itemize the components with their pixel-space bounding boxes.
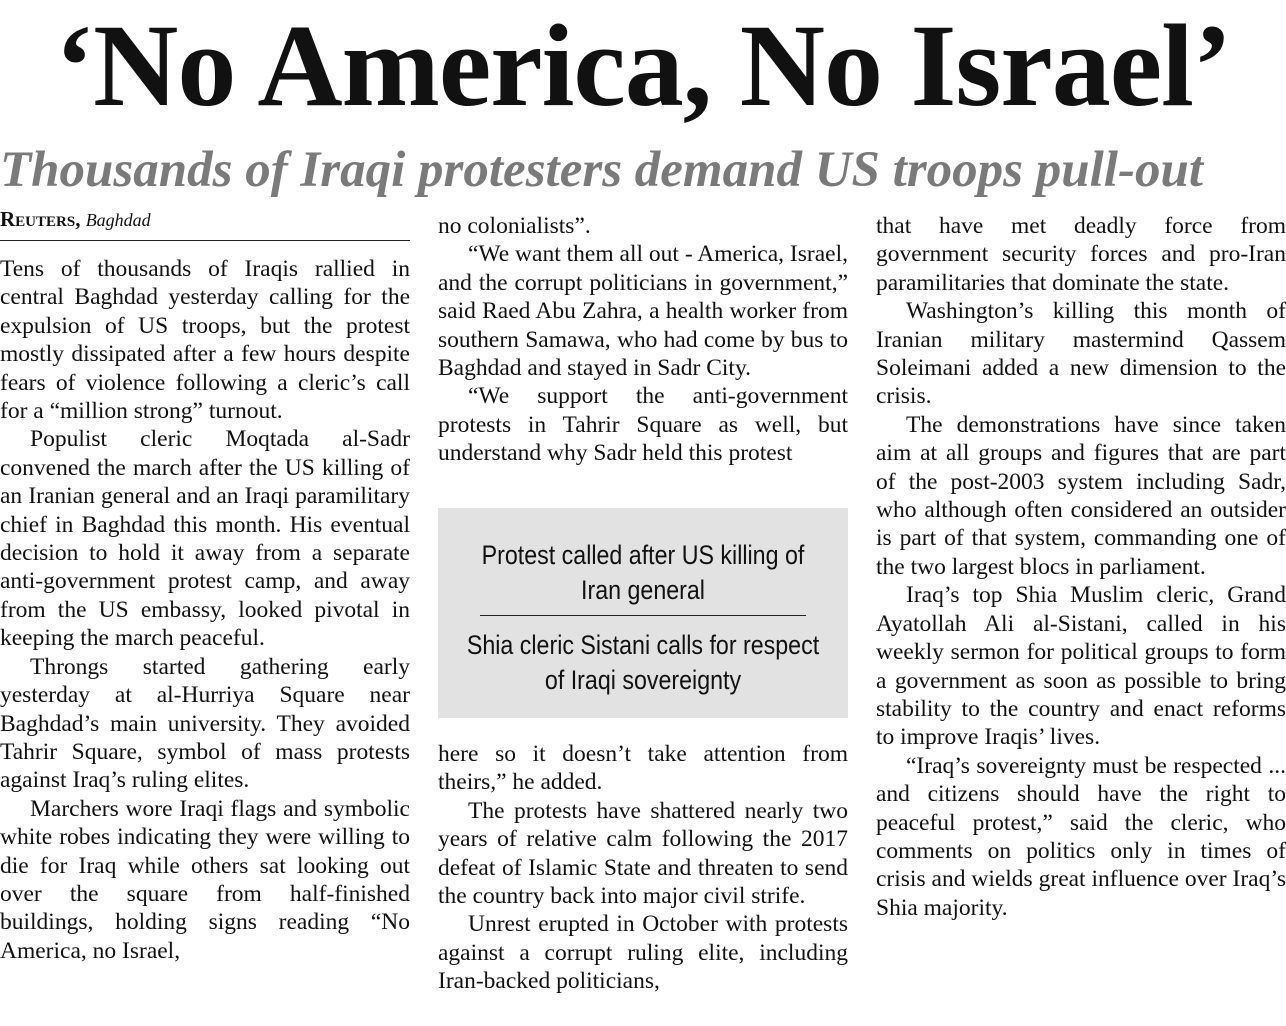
pullquote-divider <box>480 615 806 616</box>
pullquote-second: Shia cleric Sistani calls for respect of Iraqi sovereignty <box>466 630 820 695</box>
paragraph: The demonstrations have since taken aim at all groups and figures that are part of the post-2003 system including Sadr, who although often considered an outsider is part of that system, commanding one of the two largest blocs in parliament. <box>876 411 1286 580</box>
paragraph: “Iraq’s sovereignty must be respected ... and citizens should have the right to peaceful protest,” said the cleric, who comments on politics only in times of crisis and wields great influence over Iraq’s Shia majority. <box>876 752 1286 921</box>
byline-location: Baghdad <box>85 210 151 230</box>
byline-agency: Reuters, <box>0 207 81 231</box>
paragraph: “We want them all out - America, Israel, and the corrupt politicians in government,” said Raed Abu Zahra, a health worker from southern Samawa, who had come by bus to Baghdad and stayed in Sadr City. <box>438 241 848 382</box>
paragraph: The protests have shattered nearly two years of relative calm following the 2017 defeat of Islamic State and threaten to send the country back into major civil strife. <box>438 797 848 910</box>
article-column-2-top <box>438 212 848 468</box>
paragraph: here so it doesn’t take attention from theirs,” he added. <box>438 741 848 796</box>
article-column-2-bottom <box>438 740 848 996</box>
paragraph: that have met deadly force from government security forces and pro-Iran paramilitaries that dominate the state. <box>876 213 1286 296</box>
subheadline: Thousands of Iraqi protesters demand US troops pull-out <box>0 142 1203 198</box>
paragraph: Washington’s killing this month of Iranian military mastermind Qassem Soleimani added a new dimension to the crisis. <box>876 298 1286 410</box>
paragraph: no colonialists”. <box>438 213 591 239</box>
paragraph: Iraq’s top Shia Muslim cleric, Grand Ayatollah Ali al-Sistani, called in his weekly sermon for political groups to form a government as soon as possible to bring stability to the country and enact reforms to improve Iraqis’ lives. <box>876 582 1286 751</box>
paragraph: Throngs started gathering early yesterday at al-Hurriya Square near Baghdad’s main university. They avoided Tahrir Square, symbol of mass protests against Iraq’s ruling elites. <box>0 653 410 794</box>
byline <box>0 205 410 241</box>
headline: ‘No America, No Israel’ <box>54 0 1232 131</box>
paragraph: Populist cleric Moqtada al-Sadr convened the march after the US killing of an Iranian general and an Iraqi paramilitary chief in Baghdad this month. His eventual decision to hold it away from a separate anti-government protest camp, and away from the US embassy, looked pivotal in keeping the march peaceful. <box>0 426 410 652</box>
article-column-3 <box>876 212 1286 922</box>
paragraph: Tens of thousands of Iraqis rallied in central Baghdad yesterday calling for the expulsion of US troops, but the protest mostly dissipated after a few hours despite fears of violence following a cleric’s call for a “million strong” turnout. <box>0 256 410 425</box>
paragraph: “We support the anti-government protests in Tahrir Square as well, but understand why Sadr held this protest <box>438 383 848 467</box>
article-column-1 <box>0 255 410 965</box>
pullquote-first: Protest called after US killing of Iran general <box>481 540 805 605</box>
paragraph: Unrest erupted in October with protests against a corrupt ruling elite, including Iran-backed politicians, <box>438 911 848 995</box>
paragraph: Marchers wore Iraqi flags and symbolic white robes indicating they were willing to die for Iraq while others sat looking out over the square from half-finished buildings, holding signs reading “No America, no Israel, <box>0 795 410 964</box>
pullquote-box <box>438 508 848 718</box>
